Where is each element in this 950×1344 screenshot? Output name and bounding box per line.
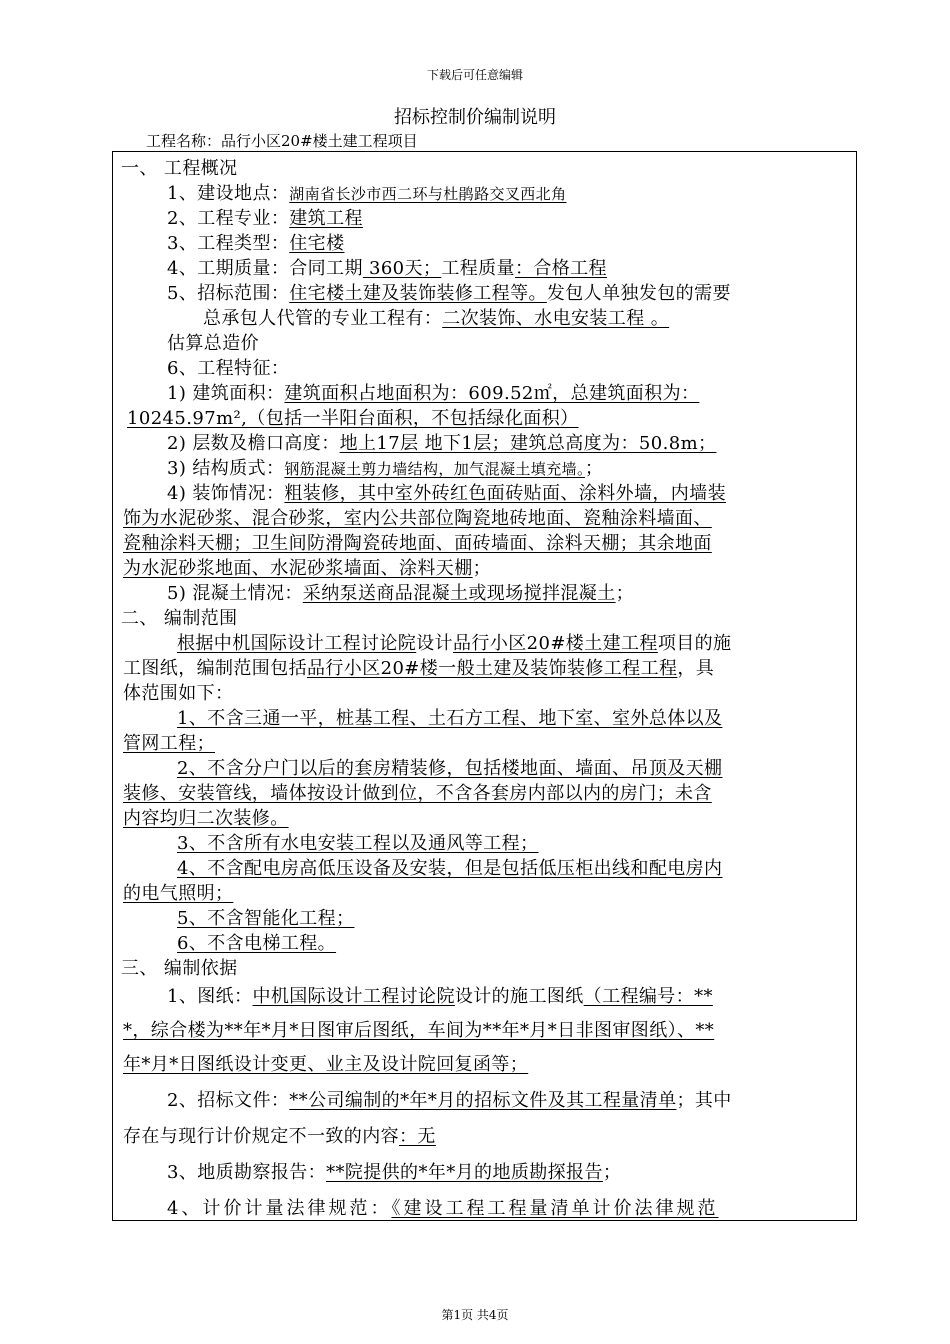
scope-text-design: 设计 — [416, 633, 454, 654]
pricing-code-label: 4、计价计量法律规范： — [167, 1198, 392, 1219]
building-area-label: 1) 建筑面积： — [167, 383, 285, 404]
basis-bid-docs-line-1 — [167, 1086, 732, 1112]
concrete-label: 5) 混凝土情况： — [167, 583, 303, 604]
concrete-value: 采纳泵送商品混凝土或现场搅拌混凝土 — [302, 583, 616, 604]
pricing-code-value: 《建设工程工程量清单计价法律规范 — [391, 1198, 719, 1219]
section-2-heading: 二、 编制范围 — [121, 608, 238, 629]
bid-docs-rest: ；其中 — [676, 1090, 732, 1111]
decoration-line-2 — [123, 504, 712, 530]
features-heading: 6、工程特征： — [167, 358, 290, 379]
scope-para-line-3: 体范围如下： — [123, 683, 234, 704]
exclusion-6: 6、不含电梯工程。 — [177, 933, 337, 954]
geology-value: **院提供的*年*月的地质勘探报告 — [326, 1162, 603, 1183]
scope-text-2b: 品行小区20#楼一般土建及装饰装修工程工程 — [307, 658, 678, 679]
project-name: 工程名称：品行小区20#楼土建工程项目 — [146, 132, 418, 150]
quality-value: ：合格工程 — [514, 258, 607, 279]
quality-label: 工程质量 — [441, 258, 515, 279]
scope-text-tail: 项目的施 — [657, 633, 732, 654]
decoration-value: 粗装修，其中室外砖红色面砖贴面、涂料外墙，内墙装 — [284, 483, 727, 504]
building-area-line-2 — [127, 404, 579, 430]
floors-height-line — [167, 429, 716, 455]
bid-scope-label: 5、招标范围： — [167, 283, 290, 304]
decoration-tail: ； — [472, 558, 492, 579]
managed-works-label: 总承包人代管的专业工程有： — [203, 308, 443, 329]
decoration-line — [167, 479, 726, 505]
exclusion-5: 5、不含智能化工程； — [177, 908, 355, 929]
decoration-line-3 — [123, 529, 712, 555]
exclusion-1-line-2: 管网工程； — [123, 733, 215, 754]
floors-label: 2) 层数及檐口高度： — [167, 433, 340, 454]
managed-works-line — [203, 304, 669, 330]
bid-scope-value: 住宅楼土建及装饰装修工程等。 — [289, 283, 547, 304]
schedule-quality-line — [167, 254, 607, 280]
exclusion-2-line-3: 内容均归二次装修。 — [123, 808, 289, 829]
managed-works-value: 二次装饰、水电安装工程 。 — [442, 308, 670, 329]
geology-label: 3、地质勘察报告： — [167, 1162, 327, 1183]
building-area-line — [167, 379, 699, 405]
bid-docs-label: 2、招标文件： — [167, 1090, 290, 1111]
basis-pricing-code-line — [167, 1194, 718, 1220]
header-note: 下载后可任意编辑 — [426, 68, 523, 82]
bid-scope-line — [167, 279, 731, 305]
project-name-ref: 品行小区20#楼土建工程 — [453, 633, 658, 654]
project-type-line — [167, 229, 344, 255]
building-area-value: 建筑面积占地面积为：609.52㎡，总建筑面积为： — [284, 383, 700, 404]
structure-label: 3) 结构质式： — [167, 458, 285, 479]
basis-geology-line — [167, 1158, 621, 1184]
document-title: 招标控制价编制说明 — [394, 107, 556, 128]
scope-text-2a: 工图纸，编制范围包括 — [123, 658, 307, 679]
estimate-total-line: 估算总造价 — [167, 333, 259, 354]
exclusion-4-line-2: 的电气照明； — [123, 883, 234, 904]
basis-bid-docs-line-2 — [123, 1122, 436, 1148]
exclusion-2-line-2: 装修、安装管线，墙体按设计做到位，不含各套房内部以内的房门；未含 — [123, 783, 712, 804]
inconsistency-value: ：无 — [399, 1126, 436, 1147]
page-footer: 第1页 共4页 — [441, 1308, 509, 1322]
site-location-line — [167, 179, 566, 205]
scope-text-2c: ，具 — [677, 658, 715, 679]
structure-value: 钢筋混凝土剪力墙结构，加气混凝土填充墙。 — [284, 460, 585, 478]
section-3-heading: 三、 编制依据 — [121, 958, 238, 979]
decoration-line-4 — [123, 554, 491, 580]
scope-para-line-1 — [177, 629, 731, 655]
exclusion-3: 3、不含所有水电安装工程以及通风等工程； — [177, 833, 539, 854]
building-area-value-2: 10245.97m²,（包括一半阳台面积，不包括绿化面积） — [127, 408, 579, 429]
drawings-mid: 设计的施工图纸 — [454, 986, 584, 1007]
exclusion-2-line-1: 2、不含分户门以后的套房精装修，包括楼地面、墙面、吊顶及天棚 — [177, 758, 723, 779]
exclusion-4-line-1: 4、不含配电房高低压设备及安装，但是包括低压柜出线和配电房内 — [177, 858, 723, 879]
drawings-label: 1、图纸： — [167, 986, 253, 1007]
decoration-value-2: 饰为水泥砂浆、混合砂浆，室内公共部位陶瓷地砖地面、瓷釉涂料墙面、 — [123, 508, 712, 529]
inconsistency-label: 存在与现行计价规定不一致的内容 — [123, 1126, 399, 1147]
content-frame — [112, 151, 857, 1221]
designer-name: 根据中机国际设计工程讨论院 — [177, 633, 417, 654]
specialty-label: 2、工程专业： — [167, 208, 290, 229]
scope-para-line-2 — [123, 654, 714, 680]
structure-tail: ； — [584, 458, 604, 479]
drawings-number: （工程编号：** — [583, 986, 713, 1007]
basis-drawings-line-2: *，综合楼为**年*月*日图审后图纸，车间为**年*月*日非图审图纸）、** — [123, 1020, 715, 1041]
exclusion-1-line-1: 1、不含三通一平，桩基工程、土石方工程、地下室、室外总体以及 — [177, 708, 723, 729]
bid-docs-value: **公司编制的*年*月的招标文件及其工程量清单 — [289, 1090, 677, 1111]
concrete-tail: ； — [615, 583, 635, 604]
decoration-value-4: 为水泥砂浆地面、水泥砂浆墙面、涂料天棚 — [123, 558, 473, 579]
specialty-value: 建筑工程 — [289, 208, 363, 229]
decoration-value-3: 瓷釉涂料天棚；卫生间防滑陶瓷砖地面、面砖墙面、涂料天棚；其余地面 — [123, 533, 712, 554]
structure-line — [167, 454, 603, 480]
type-label: 3、工程类型： — [167, 233, 290, 254]
schedule-value: 360天； — [362, 258, 442, 279]
site-location-label: 1、建设地点： — [167, 183, 290, 204]
bid-scope-rest: 发包人单独发包的需要 — [546, 283, 731, 304]
decoration-label: 4) 装饰情况： — [167, 483, 285, 504]
basis-drawings-line-3: 年*月*日图纸设计变更、业主及设计院回复函等； — [123, 1054, 529, 1075]
concrete-line — [167, 579, 634, 605]
site-location-value: 湖南省长沙市西二环与杜鹃路交叉西北角 — [289, 185, 567, 203]
schedule-label: 4、工期质量：合同工期 — [167, 258, 363, 279]
drawings-designer: 中机国际设计工程讨论院 — [252, 986, 455, 1007]
type-value: 住宅楼 — [289, 233, 345, 254]
section-1-heading: 一、 工程概况 — [121, 158, 238, 179]
engineering-specialty-line — [167, 204, 363, 230]
floors-value: 地上17层 地下1层；建筑总高度为：50.8m； — [339, 433, 717, 454]
geology-rest: ； — [602, 1162, 622, 1183]
basis-drawings-line-1 — [167, 982, 713, 1008]
